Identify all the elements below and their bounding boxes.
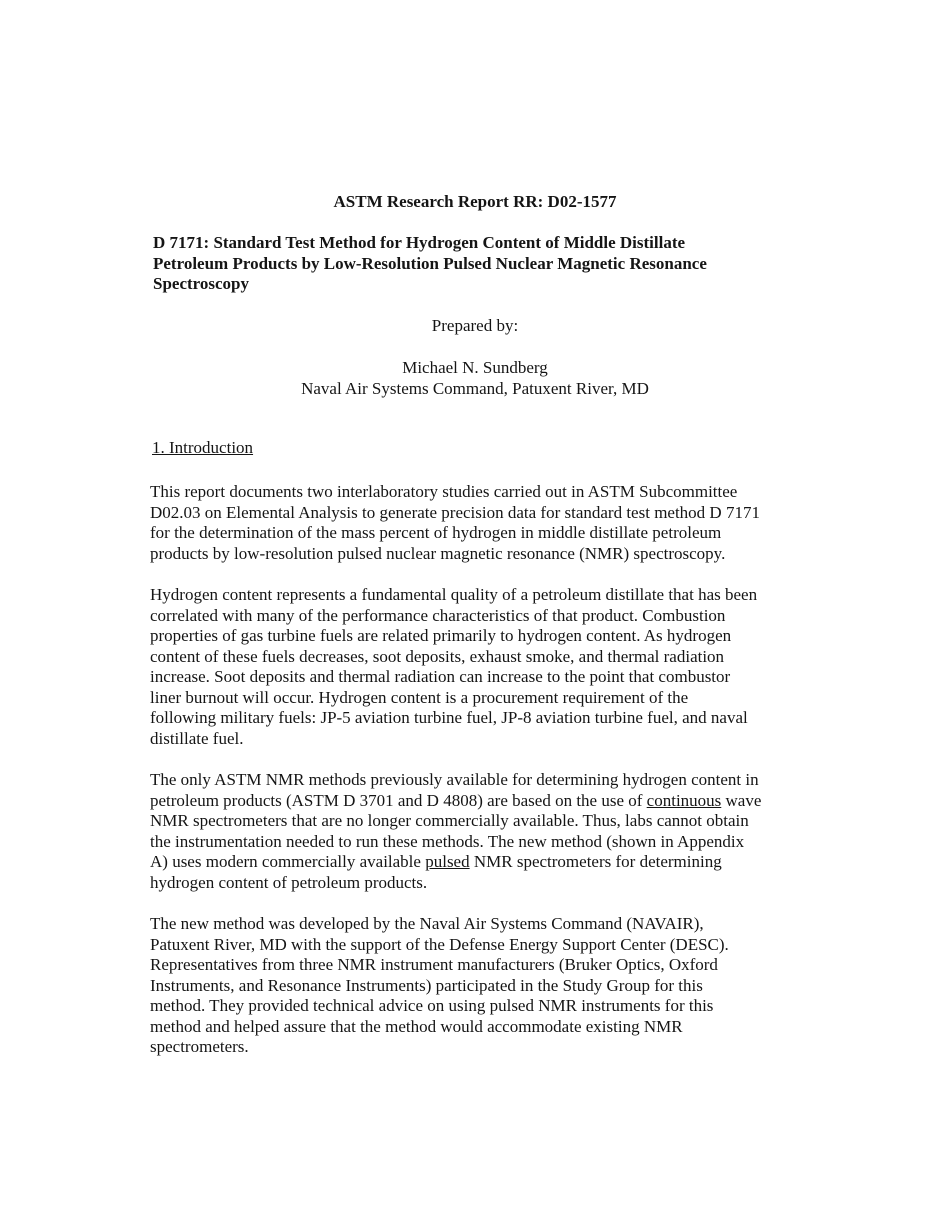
text-line: liner burnout will occur. Hydrogen content is a procurement requirement of the xyxy=(150,687,689,707)
text-line: The only ASTM NMR methods previously available for determining hydrogen content in xyxy=(150,770,759,789)
text-line: products by low-resolution pulsed nuclear magnetic resonance (NMR) spectroscopy. xyxy=(150,543,726,563)
paragraph-2 xyxy=(150,585,810,749)
title-line: Petroleum Products by Low-Resolution Pulsed Nuclear Magnetic Resonance xyxy=(153,253,707,273)
text-line: Patuxent River, MD with the support of the Defense Energy Support Center (DESC). xyxy=(150,934,729,954)
text-line: distillate fuel. xyxy=(150,728,244,748)
text-line xyxy=(150,852,810,873)
author-block xyxy=(0,357,950,399)
prepared-by-label: Prepared by: xyxy=(431,316,519,335)
text-line: increase. Soot deposits and thermal radiation can increase to the point that combustor xyxy=(150,667,731,686)
text-run: A) uses modern commercially available xyxy=(150,852,426,871)
section-heading: 1. Introduction xyxy=(152,438,254,457)
text-run: wave xyxy=(721,790,762,810)
text-line: Instruments, and Resonance Instruments) participated in the Study Group for this xyxy=(150,975,703,995)
text-line: properties of gas turbine fuels are related primarily to hydrogen content. As hydrogen xyxy=(150,626,732,645)
text-line: hydrogen content of petroleum products. xyxy=(150,872,428,892)
text-line: following military fuels: JP-5 aviation turbine fuel, JP-8 aviation turbine fuel, and naval xyxy=(150,708,748,727)
text-line: for the determination of the mass percent of hydrogen in middle distillate petroleum xyxy=(150,523,722,542)
text-line: content of these fuels decreases, soot deposits, exhaust smoke, and thermal radiation xyxy=(150,646,725,666)
text-line: method. They provided technical advice on using pulsed NMR instruments for this xyxy=(150,996,714,1015)
text-line: spectrometers. xyxy=(150,1037,249,1056)
paragraph-1 xyxy=(150,482,810,564)
author-name: Michael N. Sundberg xyxy=(402,358,548,377)
underlined-term-continuous: continuous xyxy=(646,790,722,810)
text-run: NMR spectrometers for determining xyxy=(469,852,722,871)
text-line: method and helped assure that the method would accommodate existing NMR xyxy=(150,1016,683,1036)
author-affiliation: Naval Air Systems Command, Patuxent River, MD xyxy=(301,379,649,398)
underlined-term-pulsed: pulsed xyxy=(425,852,470,871)
title-line: D 7171: Standard Test Method for Hydrogen Content of Middle Distillate xyxy=(153,233,686,252)
text-run: petroleum products (ASTM D 3701 and D 4808) are based on the use of xyxy=(150,790,647,810)
text-line: correlated with many of the performance characteristics of that product. Combustion xyxy=(150,605,726,625)
title-line: Spectroscopy xyxy=(153,274,250,293)
text-line: The new method was developed by the Naval Air Systems Command (NAVAIR), xyxy=(150,914,704,933)
report-number: ASTM Research Report RR: D02-1577 xyxy=(333,192,617,211)
text-line: NMR spectrometers that are no longer commercially available. Thus, labs cannot obtain xyxy=(150,811,749,830)
paragraph-3 xyxy=(150,770,810,893)
document-title xyxy=(153,233,773,295)
text-line: D02.03 on Elemental Analysis to generate precision data for standard test method D 7171 xyxy=(150,502,760,522)
text-line: the instrumentation needed to run these methods. The new method (shown in Appendix xyxy=(150,831,745,851)
text-line: Hydrogen content represents a fundamental quality of a petroleum distillate that has been xyxy=(150,585,758,604)
text-line xyxy=(150,791,810,812)
text-line: This report documents two interlaboratory studies carried out in ASTM Subcommittee xyxy=(150,482,738,501)
paragraph-4 xyxy=(150,914,810,1058)
text-line: Representatives from three NMR instrument manufacturers (Bruker Optics, Oxford xyxy=(150,955,718,974)
